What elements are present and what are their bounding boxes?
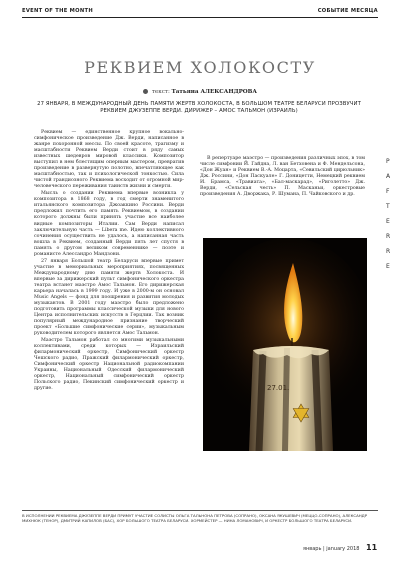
paragraph: В репертуаре маэстро — произведения различных эпох, в том числе симфонии Й. Гайдна, Л. ван Бетховена и Ф. Мендельсона, «Дон Жуан» и Реквием В.-А. Моцарта, «Севильский цирюльник» Дж. Россини, «Дон Паскуале» Г. Доницетти, Немецкий реквием И. Брамса, «Травиата», «Бал-маскарад», «Риголетто» Дж. Верди, «Сельская честь» П. Масканьи, оркестровые произведения А. Дворжака, Р. Шумана, П. Чайковского и др. <box>200 156 365 198</box>
section-label-ru: СОБЫТИЕ МЕСЯЦА <box>317 8 378 14</box>
section-label-en: EVENT OF THE MONTH <box>22 8 93 14</box>
candle-photo <box>203 238 367 451</box>
byline <box>0 89 400 95</box>
side-letter: T <box>386 203 390 210</box>
byline-prefix: текст: <box>151 89 170 95</box>
byline-author: Татьяна АЛЕКСАНДРОВА <box>171 89 257 95</box>
article-title: РЕКВИЕМ ХОЛОКОСТУ <box>84 58 316 77</box>
side-letter: E <box>386 263 390 270</box>
right-column <box>200 156 365 199</box>
issue-date: январь | january 2018 <box>303 546 360 552</box>
paragraph: Маэстро Тальмон работал со многими музыкальными коллективами, среди которых — Израильский филармонический оркестр, Симфонический оркестр Чешского радио, Пражский филармонический оркестр, Симфонический оркестр Национальной радиокомпании Украины, Национальный Одесский филармонический оркестр, Национальный симфонический оркестр Польского радио, Пекинский симфонический оркестр и другие. <box>34 337 184 392</box>
article-lead: 27 ЯНВАРЯ, В МЕЖДУНАРОДНЫЙ ДЕНЬ ПАМЯТИ ЖЕРТВ ХОЛОКОСТА, В БОЛЬШОМ ТЕАТРЕ БЕЛАРУСИ ПРОЗВУЧИТ РЕКВИЕМ ДЖУЗЕППЕ ВЕРДИ. ДИРИЖЕР – АМОС ТАЛЬМОН (ИЗРАИЛЬ) <box>37 101 361 114</box>
side-letter: E <box>386 218 390 225</box>
header-rule <box>22 17 378 18</box>
side-letter: A <box>386 173 391 180</box>
side-letter: R <box>386 248 391 255</box>
side-letter: F <box>386 188 390 195</box>
side-letter: R <box>386 233 391 240</box>
caption-rule <box>22 510 378 511</box>
paragraph: Реквием — единственное крупное вокально-симфоническое произведение Дж. Верди, написанное в жанре похоронной мессы. По своей красоте, трагизму и масштабности Реквием Верди стоит в ряду самых известных шедевров мировой классики. Композитор выступил в нем блестящим оперным мастером, превратив произведение в развернутую полотно, впечатляющее как масштабностью, так и психологической тонкостью. Сила чистой грандиозного Реквиема восходит от огромной мир-человеческого переживания таинств жизни и смерти. <box>34 130 184 190</box>
left-column <box>34 130 184 393</box>
paragraph: 27 января Большой театр Беларуси впервые примет участие в мемориальных мероприятиях, посвященных Международному дню памяти жертв Холокоста. И впервые за дирижерский пульт симфонического оркестра театра встанет маэстро Амос Тальмон. Его дирижерская карьера началась в 1999 году. И уже в 2000-м он основал Music Angels — фонд для поощрения и развития молодых музыкантов. В 2001 году маэстро было предложено подготовить программы классической музыки для нового Центра исполнительских искусств в Герцлии. Так возник популярный международное признание творческий проект «Большие симфонические серии», музыкальным руководителем которого является Амос Тальмон. <box>34 258 184 337</box>
candle-date-label: 27.01. <box>267 384 290 392</box>
page-number: 11 <box>366 543 378 552</box>
side-letter: P <box>386 158 390 165</box>
author-avatar-icon <box>143 89 148 94</box>
photo-caption: В ИСПОЛНЕНИИ РЕКВИЕМА ДЖУЗЕППЕ ВЕРДИ ПРИМУТ УЧАСТИЕ СОЛИСТЫ ОЛЬГА ТАЛЬНОНА ПЕТРОВА (СОПРАНО), ОКСАНА ЯКУШЕВИЧ (МЕЦЦО-СОПРАНО), АЛЕКСАНДР МИХНЮК (ТЕНОР), ДМИТРИЙ КАПИЛОВ (БАС), ХОР БОЛЬШОГО ТЕАТРА БЕЛАРУСИ. ХОРМЕЙСТЕР — НИНА ЛОМАНОВИЧ, И ОРКЕСТР БОЛЬШОГО ТЕАТРА БЕЛАРУСИ. <box>22 513 368 524</box>
candle-illustration <box>203 238 367 451</box>
paragraph: Мысль о создании Реквиема впервые возникла у композитора в 1868 году, в год смерти знаменитого итальянского композитора Джоаккино Россини. Верди предложил почтить его память Реквиемом, в создании которого должны были принять участие все наиболее видные композиторы Италии. Сам Верди написал заключительную часть — Libera me. Идею коллективного сочинения осуществить не удалось, а написанная часть вошла в Реквием, созданный Верди пять лет спустя в память о другом великом современнике — поэте и романисте Алессандро Мандзони. <box>34 191 184 257</box>
